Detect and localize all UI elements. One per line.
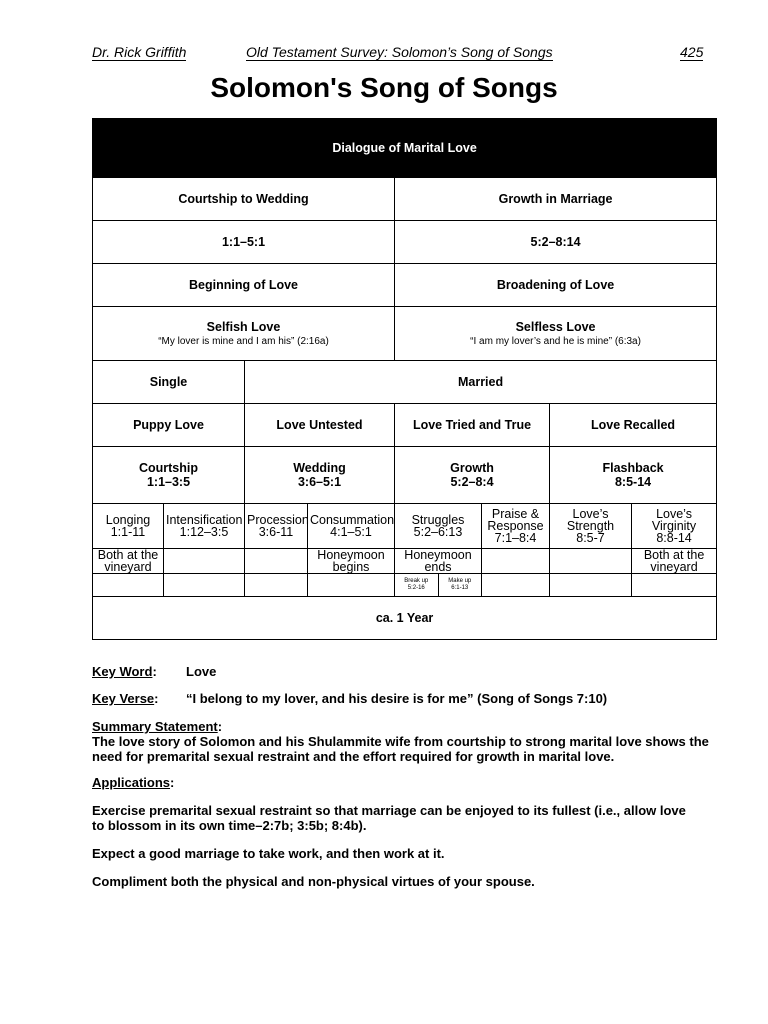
subsection-name: Intensification: [166, 513, 243, 527]
love-type-label: Selfless Love: [515, 320, 596, 334]
stage-cell: Love Recalled: [550, 404, 717, 447]
application-item: Compliment both the physical and non-physical virtues of your spouse.: [92, 874, 535, 889]
subsection-ref: 7:1–8:4: [494, 531, 537, 545]
phase-ref: 8:5-14: [614, 475, 652, 489]
section-growth-in-marriage: Growth in Marriage: [395, 178, 717, 221]
applications-label: Applications: [92, 775, 171, 790]
subsection-ref: 8:8-14: [656, 531, 692, 545]
application-item: Exercise premarital sexual restraint so that marriage can be enjoyed to its fullest (i.e., allow love to blossom in its own time–2:7b; 3:5b; 8:4b).: [92, 803, 686, 833]
section-ref-second: 5:2–8:14: [395, 221, 717, 264]
empty-cell: [164, 549, 245, 574]
subsection-ref: 1:12–3:5: [179, 525, 229, 539]
subsection-cell: [395, 504, 482, 549]
subsection-cell: [164, 504, 245, 549]
subsection-ref: 3:6-11: [258, 525, 294, 539]
stage-cell: Love Tried and True: [395, 404, 550, 447]
phase-cell: [550, 447, 717, 504]
love-type-selfless: [395, 307, 717, 361]
break-up-note: [395, 574, 439, 596]
theme-broadening: Broadening of Love: [395, 264, 717, 307]
key-word: Key Word: Love: [92, 664, 217, 679]
key-verse-label: Key Verse: [92, 691, 155, 706]
subsection-ref: 8:5-7: [576, 531, 605, 545]
status-single: Single: [93, 361, 245, 404]
key-verse-value: “I belong to my lover, and his desire is for me” (Song of Songs 7:10): [186, 691, 608, 706]
status-married: Married: [245, 361, 717, 404]
subsection-cell: [482, 504, 550, 549]
empty-cell: [632, 574, 717, 597]
make-up-label: Make up: [448, 578, 472, 584]
section-ref-first: 1:1–5:1: [93, 221, 395, 264]
subsection-cell: [632, 504, 717, 549]
note-vineyard-start: Both at the vineyard: [93, 549, 164, 574]
song-structure-chart: [92, 118, 717, 640]
application-item: Expect a good marriage to take work, and then work at it.: [92, 846, 445, 861]
subsection-name: Procession: [247, 513, 309, 527]
theme-beginning: Beginning of Love: [93, 264, 395, 307]
note-vineyard-end: Both at the vineyard: [632, 549, 717, 574]
subsection-name: Praise & Response: [487, 507, 544, 533]
phase-name: Flashback: [602, 461, 664, 475]
make-up-note: [439, 574, 482, 596]
note-honeymoon-begins: Honeymoon begins: [308, 549, 395, 574]
note-honeymoon-ends: Honeymoon ends: [395, 549, 482, 574]
subsection-cell: [550, 504, 632, 549]
subsection-cell: [245, 504, 308, 549]
subsection-cell: [308, 504, 395, 549]
phase-name: Wedding: [293, 461, 346, 475]
header-course: Old Testament Survey: Solomon’s Song of Songs: [246, 44, 553, 60]
subsection-ref: 1:1-11: [110, 525, 146, 539]
make-up-ref: 6:1-13: [451, 585, 469, 591]
empty-cell: [164, 574, 245, 597]
phase-name: Growth: [450, 461, 494, 475]
empty-cell: [550, 549, 632, 574]
empty-cell: [245, 574, 308, 597]
phase-cell: [93, 447, 245, 504]
phase-name: Courtship: [138, 461, 199, 475]
chart-banner: Dialogue of Marital Love: [93, 119, 717, 178]
phase-cell: [395, 447, 550, 504]
love-quote: “I am my lover’s and he is mine” (6:3a): [470, 336, 641, 347]
page-title: Solomon's Song of Songs: [210, 72, 558, 103]
phase-ref: 1:1–3:5: [146, 475, 191, 489]
header-page-number: 425: [680, 44, 704, 60]
empty-cell: [550, 574, 632, 597]
subsection-name: Consummation: [310, 513, 395, 527]
key-word-value: Love: [186, 664, 217, 679]
section-courtship-to-wedding: Courtship to Wedding: [93, 178, 395, 221]
header-author: Dr. Rick Griffith: [92, 44, 187, 60]
key-word-label: Key Word: [92, 664, 153, 679]
love-type-label: Selfish Love: [206, 320, 281, 334]
phase-ref: 5:2–8:4: [450, 475, 494, 489]
breakup-cell: [395, 574, 482, 597]
phase-cell: [245, 447, 395, 504]
subsection-name: Longing: [105, 513, 151, 527]
summary-statement: Summary Statement: The love story of Solomon and his Shulammite wife from courtship to strong marital love shows the need for premarital sexual restraint and the effort required for growth in marital love.: [92, 719, 722, 764]
empty-cell: [482, 549, 550, 574]
subsection-name: Struggles: [411, 513, 465, 527]
subsection-ref: 4:1–5:1: [330, 525, 372, 539]
empty-cell: [482, 574, 550, 597]
break-up-ref: 5:2-16: [407, 585, 425, 591]
subsection-name: Love’s Strength: [566, 507, 615, 533]
subsection-cell: [93, 504, 164, 549]
summary-label: Summary Statement: [92, 719, 218, 734]
empty-cell: [308, 574, 395, 597]
subsection-ref: 5:2–6:13: [413, 525, 463, 539]
stage-cell: Puppy Love: [93, 404, 245, 447]
subsection-name: Love’s Virginity: [651, 507, 697, 533]
duration-cell: ca. 1 Year: [93, 597, 717, 640]
phase-ref: 3:6–5:1: [297, 475, 342, 489]
empty-cell: [245, 549, 308, 574]
key-verse: Key Verse: “I belong to my lover, and his desire is for me” (Song of Songs 7:10): [92, 691, 608, 706]
empty-cell: [93, 574, 164, 597]
stage-cell: Love Untested: [245, 404, 395, 447]
love-type-selfish: [93, 307, 395, 361]
break-up-label: Break up: [404, 578, 429, 584]
summary-text: The love story of Solomon and his Shulammite wife from courtship to strong marital love shows the need for premarital sexual restraint and the effort required for growth in marital love.: [92, 734, 709, 764]
applications-heading: Applications:: [92, 775, 175, 790]
love-quote: “My lover is mine and I am his” (2:16a): [158, 336, 329, 347]
